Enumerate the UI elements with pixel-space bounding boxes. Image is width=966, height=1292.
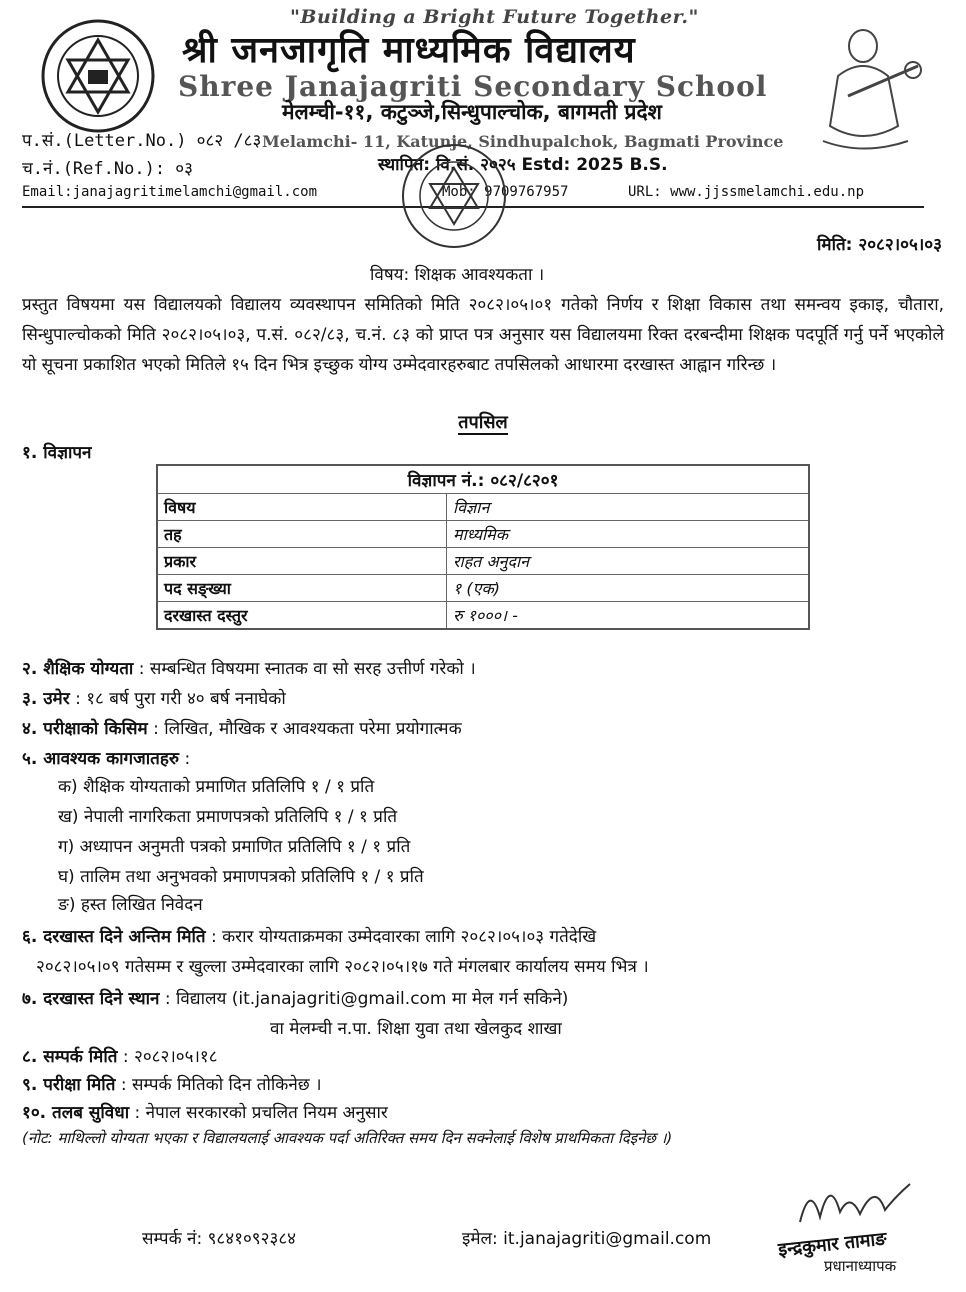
- address-english: Melamchi- 11, Katunje, Sindhupalchok, Bagmati Province: [262, 132, 784, 151]
- table-row: [157, 548, 809, 575]
- notice-body: प्रस्तुत विषयमा यस विद्यालयको विद्यालय व्यवस्थापन समितिको मिति २०८२।०५।०१ गतेको निर्णय र शिक्षा विकास तथा समन्वय इकाइ, चौतारा, सिन्धुपाल्चोकको मिति २०८२।०५।०३, प.सं. ०८२/८३, च.नं. ८३ को प्राप्त पत्र अनुसार यस विद्यालयमा रिक्त दरबन्दीमा शिक्षक पदपूर्ति गर्नु पर्ने भएकोले यो सूचना प्रकाशित भएको मितिले १५ दिन भित्र इच्छुक योग्य उम्मेदवारहरुबाट तपसिलको आधारमा दरखास्त आह्वान गरिन्छ ।: [22, 295, 944, 375]
- item-value: : नेपाल सरकारको प्रचलित नियम अनुसार: [134, 1103, 388, 1123]
- salary-item: [22, 1100, 388, 1123]
- header-email: Email:janajagritimelamchi@gmail.com: [22, 184, 318, 200]
- item-value: : २०८२।०५।१८: [122, 1047, 218, 1067]
- item-key: ७. दरखास्त दिने स्थान: [22, 989, 160, 1009]
- table-row: [157, 575, 809, 602]
- header-url: URL: www.jjssmelamchi.edu.np: [628, 184, 865, 200]
- item-value: : करार योग्यताक्रमका उम्मेदवारका लागि २०८२।०५।०३ गतेदेखि: [210, 927, 597, 947]
- item-value: : सम्बन्धित विषयमा स्नातक वा सो सरह उत्तीर्ण गरेको ।: [138, 659, 476, 679]
- item-value: : १८ बर्ष पुरा गरी ४० बर्ष ननाघेको: [75, 689, 286, 709]
- address-nepali: मेलम्ची-११, कटुञ्जे,सिन्धुपाल्चोक, बागमती प्रदेश: [282, 100, 662, 124]
- details-heading: [0, 410, 966, 434]
- item-key: ३. उमेर: [22, 689, 70, 709]
- notice-subject: विषय: शिक्षक आवश्यकता ।: [370, 265, 545, 285]
- table-row: [157, 494, 809, 521]
- row-label: प्रकार: [157, 548, 447, 575]
- contact-email: इमेल: it.janajagriti@gmail.com: [462, 1229, 712, 1249]
- school-logo: [40, 18, 156, 134]
- school-name-nepali: श्री जनजागृति माध्यमिक विद्यालय: [182, 30, 636, 71]
- contact-date-item: [22, 1044, 218, 1067]
- signature: [790, 1172, 920, 1232]
- notice-date: मिति: २०८२।०५।०३: [817, 235, 942, 255]
- deadline-item: [22, 924, 596, 947]
- header-mobile: Mob: 9709767957: [442, 184, 569, 200]
- item-key: ९. परीक्षा मिति: [22, 1075, 116, 1095]
- office-stamp: [400, 142, 508, 250]
- exam-type-item: [22, 716, 462, 739]
- row-value: १ (एक): [447, 575, 810, 602]
- school-motto: "Building a Bright Future Together.": [290, 6, 699, 28]
- row-label: तह: [157, 521, 447, 548]
- established-date: स्थापित: वि.सं. २०२५ Estd: 2025 B.S.: [378, 155, 668, 175]
- item-value: : सम्पर्क मितिको दिन तोकिनेछ ।: [120, 1075, 322, 1095]
- age-item: [22, 686, 286, 709]
- signer-name: इन्द्रकुमार तामाङ: [777, 1228, 888, 1261]
- letter-number: प.सं.(Letter.No.) ०८२ /८३: [22, 131, 262, 151]
- saraswati-illustration: [818, 6, 928, 156]
- row-label: विषय: [157, 494, 447, 521]
- note: (नोट: माथिल्लो योग्यता भएका र विद्यालयलाई आवश्यक पर्दा अतिरिक्त समय दिन सक्नेलाई विशेष प्राथमिकता दिइनेछ ।): [22, 1129, 673, 1147]
- row-value: रु १०००। -: [447, 602, 810, 630]
- item-value: :: [184, 749, 191, 769]
- row-value: राहत अनुदान: [447, 548, 810, 575]
- advertisement-number: विज्ञापन नं.: ०८२/८२०१: [157, 465, 809, 494]
- document-line: घ) तालिम तथा अनुभवको प्रमाणपत्रको प्रतिलिपि १ / १ प्रति: [58, 867, 424, 887]
- qualification-item: [22, 656, 476, 679]
- document-line: ङ) हस्त लिखित निवेदन: [58, 895, 203, 915]
- document-line: ग) अध्यापन अनुमती पत्रको प्रमाणित प्रतिलिपि १ / १ प्रति: [58, 837, 411, 857]
- row-label: पद सङ्ख्या: [157, 575, 447, 602]
- documents-item: [22, 746, 190, 769]
- place-item: [22, 986, 568, 1009]
- item-key: १०. तलब सुविधा: [22, 1103, 130, 1123]
- reference-number: च.नं.(Ref.No.): ०३: [22, 159, 193, 179]
- deadline-continued: २०८२।०५।०९ गतेसम्म र खुल्ला उम्मेदवारका लागि २०८२।०५।१७ गते मंगलबार कार्यालय समय भित्र ।: [36, 957, 649, 977]
- advertisement-table: [156, 464, 810, 630]
- section-advertisement-title: १. विज्ञापन: [22, 443, 92, 463]
- item-value: : विद्यालय (it.janajagriti@gmail.com मा मेल गर्न सकिने): [164, 989, 569, 1009]
- row-value: विज्ञान: [447, 494, 810, 521]
- school-name-english: Shree Janajagriti Secondary School: [178, 70, 768, 103]
- row-value: माध्यमिक: [447, 521, 810, 548]
- table-row: [157, 521, 809, 548]
- item-key: ८. सम्पर्क मिति: [22, 1047, 118, 1067]
- document-line: ख) नेपाली नागरिकता प्रमाणपत्रको प्रतिलिपि १ / १ प्रति: [58, 807, 398, 827]
- contact-phone: सम्पर्क नं: ९८४१०९२३८४: [142, 1229, 296, 1249]
- item-key: २. शैक्षिक योग्यता: [22, 659, 134, 679]
- item-key: ४. परीक्षाको किसिम: [22, 719, 148, 739]
- details-heading-text: तपसिल: [458, 412, 508, 433]
- item-value: : लिखित, मौखिक र आवश्यकता परेमा प्रयोगात्मक: [153, 719, 462, 739]
- exam-date-item: [22, 1072, 322, 1095]
- document-line: क) शैक्षिक योग्यताको प्रमाणित प्रतिलिपि १ / १ प्रति: [58, 777, 375, 797]
- row-label: दरखास्त दस्तुर: [157, 602, 447, 630]
- item-key: ६. दरखास्त दिने अन्तिम मिति: [22, 927, 206, 947]
- table-row: [157, 602, 809, 630]
- place-continued: वा मेलम्ची न.पा. शिक्षा युवा तथा खेलकुद शाखा: [270, 1019, 562, 1039]
- signer-title: प्रधानाध्यापक: [824, 1257, 897, 1275]
- item-key: ५. आवश्यक कागजातहरु: [22, 749, 180, 769]
